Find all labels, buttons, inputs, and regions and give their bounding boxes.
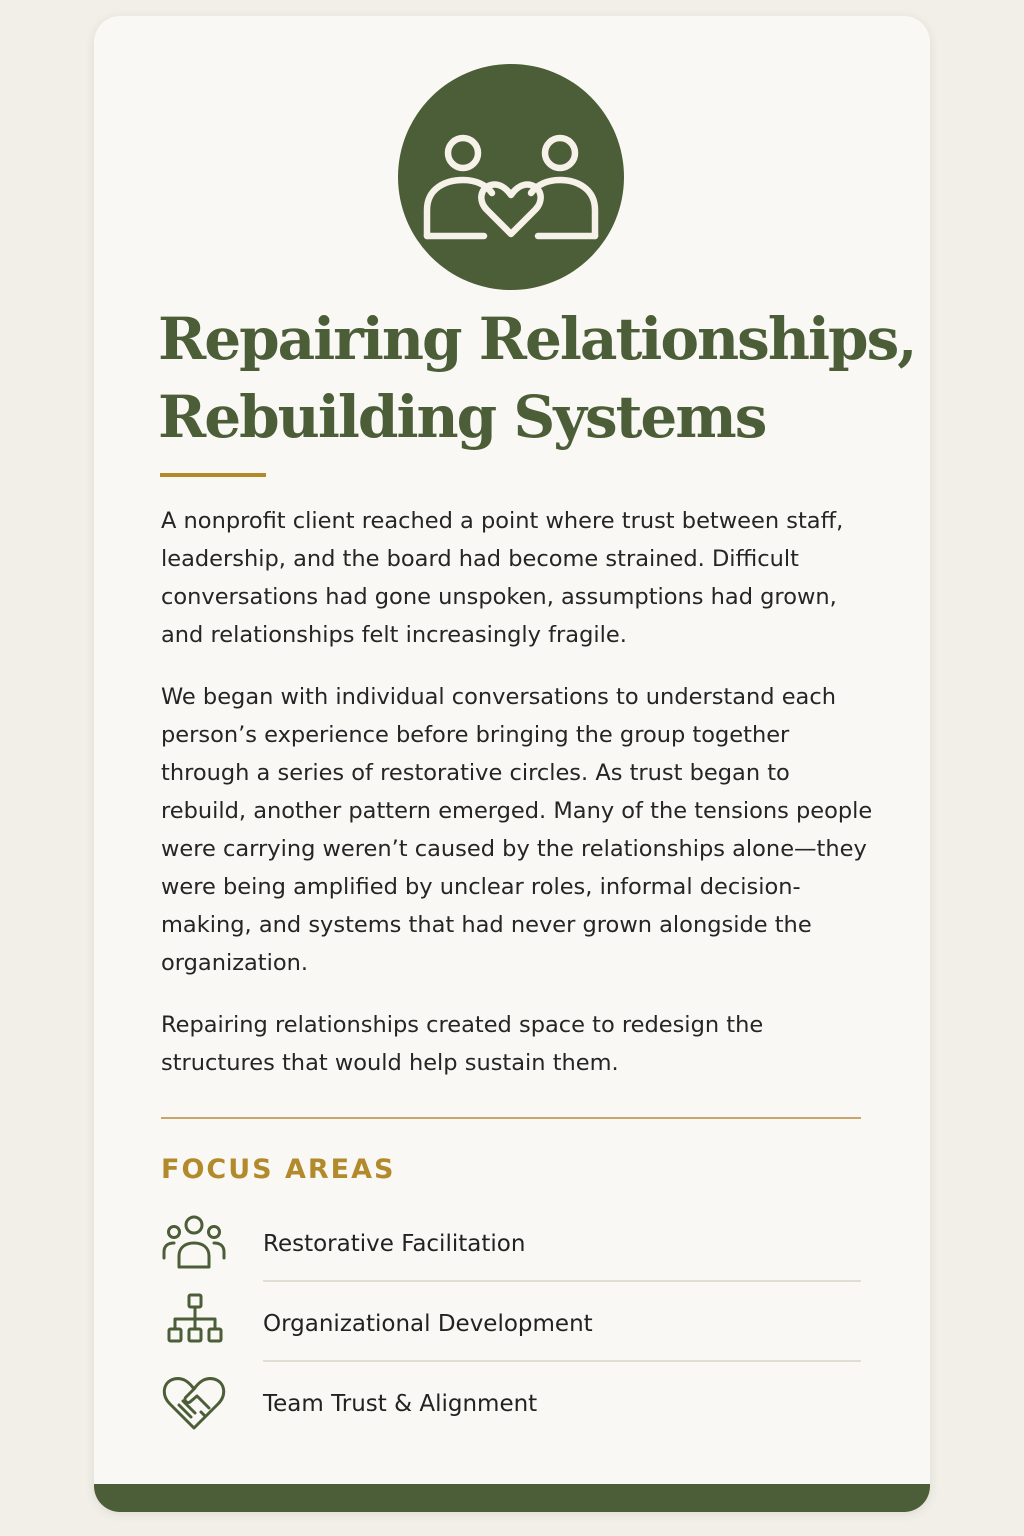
- case-study-card: [94, 16, 930, 1512]
- body-paragraph-2: We began with individual conversations to understand each person’s experience before bringing the group together through a series of restorative circles. As trust began to rebuild, another pattern emerged. Many of the tensions people were carrying weren’t caused by the relationships alone—they were being amplified by unclear roles, informal decision-making, and systems that had never grown alongside the organization.: [161, 684, 873, 976]
- group-people-icon: [161, 1212, 227, 1272]
- section-divider: [161, 1117, 861, 1119]
- title-line-2: Rebuilding Systems: [158, 383, 766, 451]
- focus-area-item: [161, 1292, 861, 1372]
- focus-area-item: [161, 1212, 861, 1292]
- body-paragraph-3: Repairing relationships created space to redesign the structures that would help sustain them.: [161, 1012, 764, 1076]
- heart-handshake-icon: [161, 1372, 227, 1432]
- org-chart-icon: [161, 1292, 227, 1352]
- focus-area-divider: [263, 1360, 861, 1362]
- title-line-1: Repairing Relationships,: [158, 305, 916, 373]
- focus-area-label: Organizational Development: [263, 1311, 593, 1337]
- card-footer-bar: [94, 1484, 930, 1512]
- focus-area-divider: [263, 1280, 861, 1282]
- two-people-heart-icon: [398, 64, 624, 290]
- focus-areas-heading: FOCUS AREAS: [161, 1154, 396, 1185]
- page-title: [158, 300, 918, 456]
- body-paragraph-1: A nonprofit client reached a point where trust between staff, leadership, and the board had become strained. Difficult conversations had gone unspoken, assumptions had grown, and relationships felt increasingly fragile.: [161, 508, 844, 648]
- hero-icon-badge: [398, 64, 624, 290]
- focus-area-item: [161, 1372, 861, 1452]
- title-accent-rule: [160, 473, 266, 477]
- focus-area-label: Restorative Facilitation: [263, 1231, 526, 1257]
- focus-area-label: Team Trust & Alignment: [263, 1391, 538, 1417]
